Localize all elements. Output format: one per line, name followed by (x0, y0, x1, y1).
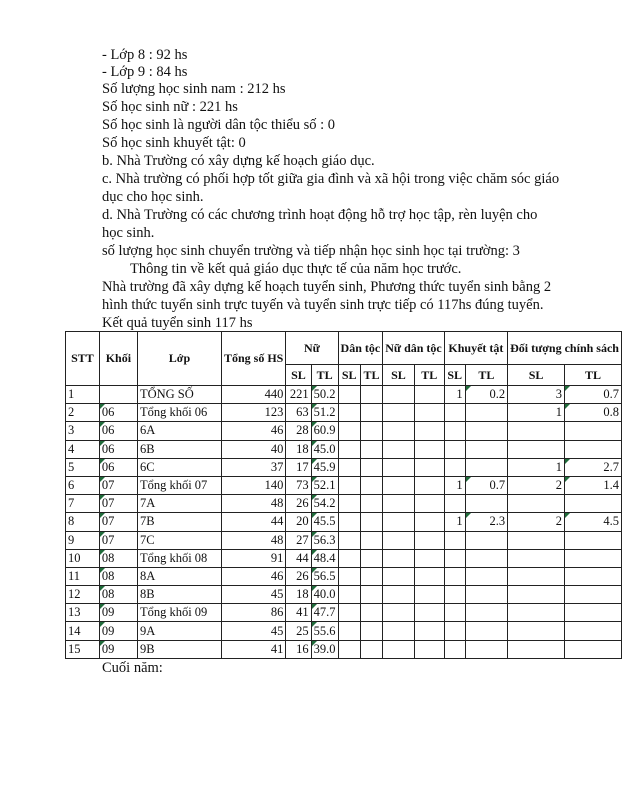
cell-cs-tl: 0.7 (565, 386, 622, 404)
cell-stt: 10 (66, 549, 100, 567)
cell-ndt-tl (414, 622, 444, 640)
header-kt-tl: TL (465, 365, 507, 386)
cell-tong: 48 (222, 495, 286, 513)
cell-kt-sl: 1 (444, 386, 465, 404)
header-tong-so-hs: Tổng số HS (222, 332, 286, 386)
cell-kt-sl: 1 (444, 476, 465, 494)
cell-kt-tl (465, 404, 507, 422)
cell-ndt-sl (383, 404, 414, 422)
cell-kt-sl (444, 567, 465, 585)
cell-dt-sl (338, 604, 360, 622)
cell-cs-tl (565, 640, 622, 658)
cell-lop: 7A (137, 495, 221, 513)
cell-cs-tl (565, 567, 622, 585)
cell-ndt-tl (414, 386, 444, 404)
header-cs-sl: SL (508, 365, 565, 386)
cell-kt-tl (465, 495, 507, 513)
cell-lop: 7B (137, 513, 221, 531)
table-body (66, 386, 622, 659)
cell-kt-sl (444, 604, 465, 622)
text-line-enrollment-plan-cont: hình thức tuyển sinh trực tuyến và tuyển sinh trực tiếp có 117hs đúng tuyển. (102, 297, 544, 313)
cell-kt-sl (444, 549, 465, 567)
cell-ndt-tl (414, 495, 444, 513)
table-row (66, 386, 622, 404)
cell-lop: Tổng khối 06 (137, 404, 221, 422)
cell-ndt-sl (383, 640, 414, 658)
header-kt-sl: SL (444, 365, 465, 386)
table-row (66, 440, 622, 458)
cell-nu-tl: 47.7 (311, 604, 338, 622)
cell-nu-tl: 40.0 (311, 586, 338, 604)
cell-cs-sl (508, 549, 565, 567)
cell-stt: 11 (66, 567, 100, 585)
cell-dt-tl (360, 440, 382, 458)
cell-tong: 44 (222, 513, 286, 531)
text-line-item-b: b. Nhà Trường có xây dựng kế hoạch giáo dục. (102, 153, 375, 169)
cell-dt-sl (338, 440, 360, 458)
cell-tong: 123 (222, 404, 286, 422)
cell-lop: 9B (137, 640, 221, 658)
cell-nu-tl: 45.9 (311, 458, 338, 476)
cell-dt-sl (338, 422, 360, 440)
cell-ndt-sl (383, 422, 414, 440)
cell-dt-sl (338, 567, 360, 585)
text-line-edu-info: Thông tin về kết quả giáo dục thực tế của năm học trước. (130, 261, 462, 277)
table-row (66, 604, 622, 622)
cell-kt-tl (465, 549, 507, 567)
cell-dt-tl (360, 549, 382, 567)
cell-ndt-tl (414, 640, 444, 658)
cell-khoi: 09 (99, 622, 137, 640)
cell-cs-sl: 2 (508, 513, 565, 531)
cell-ndt-tl (414, 549, 444, 567)
cell-nu-tl: 39.0 (311, 640, 338, 658)
cell-khoi: 06 (99, 458, 137, 476)
cell-nu-sl: 20 (286, 513, 311, 531)
cell-khoi: 08 (99, 586, 137, 604)
cell-nu-sl: 17 (286, 458, 311, 476)
cell-dt-tl (360, 476, 382, 494)
text-line-transfer: số lượng học sinh chuyển trường và tiếp nhận học sinh học tại trường: 3 (102, 243, 520, 259)
cell-dt-tl (360, 422, 382, 440)
header-nu-tl: TL (311, 365, 338, 386)
cell-stt: 6 (66, 476, 100, 494)
cell-cs-sl (508, 640, 565, 658)
cell-tong: 46 (222, 422, 286, 440)
cell-tong: 45 (222, 586, 286, 604)
cell-khoi: 08 (99, 567, 137, 585)
cell-kt-tl: 2.3 (465, 513, 507, 531)
cell-cs-sl (508, 586, 565, 604)
cell-nu-tl: 51.2 (311, 404, 338, 422)
cell-stt: 4 (66, 440, 100, 458)
cell-dt-tl (360, 404, 382, 422)
header-dan-toc: Dân tộc (338, 332, 383, 365)
cell-dt-tl (360, 622, 382, 640)
cell-nu-tl: 56.3 (311, 531, 338, 549)
header-khoi: Khối (99, 332, 137, 386)
cell-nu-sl: 44 (286, 549, 311, 567)
cell-stt: 9 (66, 531, 100, 549)
cell-nu-sl: 63 (286, 404, 311, 422)
cell-nu-sl: 18 (286, 440, 311, 458)
cell-tong: 91 (222, 549, 286, 567)
cell-stt: 2 (66, 404, 100, 422)
cell-nu-tl: 56.5 (311, 567, 338, 585)
cell-ndt-sl (383, 458, 414, 476)
cell-ndt-tl (414, 567, 444, 585)
cell-kt-tl (465, 531, 507, 549)
table-row (66, 422, 622, 440)
cell-lop: 6B (137, 440, 221, 458)
cell-ndt-sl (383, 513, 414, 531)
header-doi-tuong-chinh-sach: Đối tượng chính sách (508, 332, 622, 365)
cell-cs-tl (565, 549, 622, 567)
text-line-enrollment-result: Kết quả tuyển sinh 117 hs (102, 315, 253, 331)
cell-ndt-sl (383, 440, 414, 458)
cell-ndt-sl (383, 495, 414, 513)
cell-stt: 8 (66, 513, 100, 531)
header-khuyet-tat: Khuyết tật (444, 332, 507, 365)
table-row (66, 549, 622, 567)
table-row (66, 458, 622, 476)
cell-lop: TỔNG SỐ (137, 386, 221, 404)
cell-dt-sl (338, 640, 360, 658)
cell-kt-tl (465, 567, 507, 585)
cell-nu-sl: 73 (286, 476, 311, 494)
cell-nu-tl: 48.4 (311, 549, 338, 567)
cell-ndt-sl (383, 567, 414, 585)
text-line-female-count: Số học sinh nữ : 221 hs (102, 99, 238, 115)
cell-cs-tl (565, 586, 622, 604)
table-row (66, 531, 622, 549)
table-row (66, 513, 622, 531)
text-line-end-of-year: Cuối năm: (102, 660, 163, 676)
cell-khoi: 07 (99, 513, 137, 531)
cell-lop: 7C (137, 531, 221, 549)
cell-stt: 5 (66, 458, 100, 476)
cell-ndt-tl (414, 422, 444, 440)
text-line-item-d: d. Nhà Trường có các chương trình hoạt động hỗ trợ học tập, rèn luyện cho (102, 207, 538, 223)
cell-lop: 8B (137, 586, 221, 604)
cell-ndt-tl (414, 513, 444, 531)
cell-ndt-tl (414, 458, 444, 476)
cell-dt-tl (360, 586, 382, 604)
cell-dt-sl (338, 458, 360, 476)
text-line-item-c: c. Nhà trường có phối hợp tốt giữa gia đình và xã hội trong việc chăm sóc giáo (102, 171, 560, 187)
cell-cs-tl (565, 422, 622, 440)
header-lop: Lớp (137, 332, 221, 386)
cell-ndt-sl (383, 386, 414, 404)
cell-dt-sl (338, 404, 360, 422)
cell-cs-sl (508, 567, 565, 585)
cell-dt-tl (360, 513, 382, 531)
cell-ndt-tl (414, 586, 444, 604)
cell-ndt-tl (414, 404, 444, 422)
cell-stt: 14 (66, 622, 100, 640)
cell-stt: 1 (66, 386, 100, 404)
cell-kt-sl (444, 404, 465, 422)
cell-kt-sl (444, 531, 465, 549)
cell-cs-sl: 1 (508, 404, 565, 422)
cell-dt-sl (338, 476, 360, 494)
cell-kt-sl: 1 (444, 513, 465, 531)
cell-nu-tl: 52.1 (311, 476, 338, 494)
cell-stt: 13 (66, 604, 100, 622)
header-dt-sl: SL (338, 365, 360, 386)
table-row (66, 586, 622, 604)
table-row (66, 567, 622, 585)
cell-cs-tl (565, 495, 622, 513)
cell-dt-sl (338, 513, 360, 531)
cell-cs-sl: 2 (508, 476, 565, 494)
cell-stt: 12 (66, 586, 100, 604)
cell-tong: 48 (222, 531, 286, 549)
cell-ndt-sl (383, 604, 414, 622)
cell-cs-tl: 2.7 (565, 458, 622, 476)
cell-khoi: 08 (99, 549, 137, 567)
header-ndt-tl: TL (414, 365, 444, 386)
cell-dt-tl (360, 604, 382, 622)
cell-dt-tl (360, 640, 382, 658)
cell-nu-sl: 18 (286, 586, 311, 604)
header-nu-sl: SL (286, 365, 311, 386)
cell-nu-sl: 27 (286, 531, 311, 549)
cell-ndt-tl (414, 531, 444, 549)
cell-nu-tl: 54.2 (311, 495, 338, 513)
cell-kt-sl (444, 422, 465, 440)
cell-lop: 6A (137, 422, 221, 440)
cell-cs-tl (565, 531, 622, 549)
cell-nu-tl: 55.6 (311, 622, 338, 640)
cell-kt-sl (444, 586, 465, 604)
cell-cs-sl (508, 531, 565, 549)
header-nu-dan-toc: Nữ dân tộc (383, 332, 445, 365)
cell-nu-sl: 28 (286, 422, 311, 440)
cell-cs-tl: 1.4 (565, 476, 622, 494)
table-row (66, 404, 622, 422)
cell-khoi: 09 (99, 640, 137, 658)
cell-tong: 37 (222, 458, 286, 476)
cell-cs-sl (508, 622, 565, 640)
table-row (66, 476, 622, 494)
cell-cs-sl (508, 440, 565, 458)
text-line-ethnic-count: Số học sinh là người dân tộc thiểu số : 0 (102, 117, 336, 133)
cell-nu-sl: 26 (286, 495, 311, 513)
header-nu: Nữ (286, 332, 338, 365)
text-line-item-d-cont: học sinh. (102, 225, 155, 241)
cell-cs-sl: 3 (508, 386, 565, 404)
cell-tong: 45 (222, 622, 286, 640)
cell-ndt-sl (383, 476, 414, 494)
cell-cs-tl (565, 622, 622, 640)
cell-dt-sl (338, 531, 360, 549)
cell-nu-sl: 25 (286, 622, 311, 640)
table-row (66, 495, 622, 513)
header-ndt-sl: SL (383, 365, 414, 386)
cell-ndt-tl (414, 604, 444, 622)
cell-cs-tl: 0.8 (565, 404, 622, 422)
cell-tong: 140 (222, 476, 286, 494)
cell-kt-tl: 0.2 (465, 386, 507, 404)
cell-nu-tl: 45.5 (311, 513, 338, 531)
cell-lop: Tổng khối 08 (137, 549, 221, 567)
cell-khoi: 06 (99, 404, 137, 422)
text-line-class8: - Lớp 8 : 92 hs (102, 47, 188, 63)
cell-nu-sl: 16 (286, 640, 311, 658)
cell-khoi: 09 (99, 604, 137, 622)
header-cs-tl: TL (565, 365, 622, 386)
cell-tong: 41 (222, 640, 286, 658)
cell-khoi: 07 (99, 495, 137, 513)
cell-ndt-sl (383, 622, 414, 640)
cell-kt-sl (444, 440, 465, 458)
cell-dt-tl (360, 567, 382, 585)
cell-dt-tl (360, 531, 382, 549)
cell-cs-tl (565, 440, 622, 458)
cell-lop: Tổng khối 09 (137, 604, 221, 622)
cell-dt-sl (338, 586, 360, 604)
text-line-item-c-cont: dục cho học sinh. (102, 189, 204, 205)
cell-kt-sl (444, 458, 465, 476)
cell-tong: 440 (222, 386, 286, 404)
cell-kt-tl (465, 422, 507, 440)
cell-stt: 7 (66, 495, 100, 513)
cell-khoi: 06 (99, 422, 137, 440)
cell-dt-sl (338, 622, 360, 640)
cell-tong: 40 (222, 440, 286, 458)
header-stt: STT (66, 332, 100, 386)
text-line-male-count: Số lượng học sinh nam : 212 hs (102, 81, 286, 97)
cell-nu-sl: 221 (286, 386, 311, 404)
cell-dt-sl (338, 549, 360, 567)
cell-khoi: 06 (99, 440, 137, 458)
cell-khoi: 07 (99, 476, 137, 494)
cell-ndt-sl (383, 586, 414, 604)
cell-tong: 46 (222, 567, 286, 585)
cell-lop: Tổng khối 07 (137, 476, 221, 494)
cell-nu-sl: 26 (286, 567, 311, 585)
cell-nu-tl: 50.2 (311, 386, 338, 404)
cell-cs-sl: 1 (508, 458, 565, 476)
cell-ndt-sl (383, 531, 414, 549)
cell-kt-sl (444, 495, 465, 513)
cell-cs-sl (508, 422, 565, 440)
cell-nu-sl: 41 (286, 604, 311, 622)
text-line-disabled-count: Số học sinh khuyết tật: 0 (102, 135, 246, 151)
cell-kt-sl (444, 640, 465, 658)
text-line-class9: - Lớp 9 : 84 hs (102, 64, 188, 80)
cell-ndt-tl (414, 440, 444, 458)
cell-lop: 8A (137, 567, 221, 585)
header-dt-tl: TL (360, 365, 382, 386)
cell-lop: 9A (137, 622, 221, 640)
cell-kt-tl (465, 604, 507, 622)
cell-cs-tl (565, 604, 622, 622)
cell-stt: 3 (66, 422, 100, 440)
enrollment-table (65, 331, 622, 659)
cell-tong: 86 (222, 604, 286, 622)
cell-dt-sl (338, 386, 360, 404)
cell-dt-sl (338, 495, 360, 513)
cell-cs-sl (508, 604, 565, 622)
cell-nu-tl: 60.9 (311, 422, 338, 440)
cell-dt-tl (360, 495, 382, 513)
cell-khoi (99, 386, 137, 404)
cell-kt-tl (465, 586, 507, 604)
cell-cs-tl: 4.5 (565, 513, 622, 531)
cell-nu-tl: 45.0 (311, 440, 338, 458)
cell-stt: 15 (66, 640, 100, 658)
cell-kt-sl (444, 622, 465, 640)
cell-dt-tl (360, 386, 382, 404)
cell-kt-tl (465, 440, 507, 458)
cell-kt-tl (465, 640, 507, 658)
text-line-enrollment-plan: Nhà trường đã xây dựng kế hoạch tuyển sinh, Phương thức tuyển sinh bằng 2 (102, 279, 552, 295)
table-row (66, 640, 622, 658)
cell-cs-sl (508, 495, 565, 513)
cell-ndt-sl (383, 549, 414, 567)
table-row (66, 622, 622, 640)
cell-kt-tl (465, 458, 507, 476)
cell-kt-tl: 0.7 (465, 476, 507, 494)
cell-kt-tl (465, 622, 507, 640)
cell-khoi: 07 (99, 531, 137, 549)
cell-dt-tl (360, 458, 382, 476)
cell-lop: 6C (137, 458, 221, 476)
cell-ndt-tl (414, 476, 444, 494)
